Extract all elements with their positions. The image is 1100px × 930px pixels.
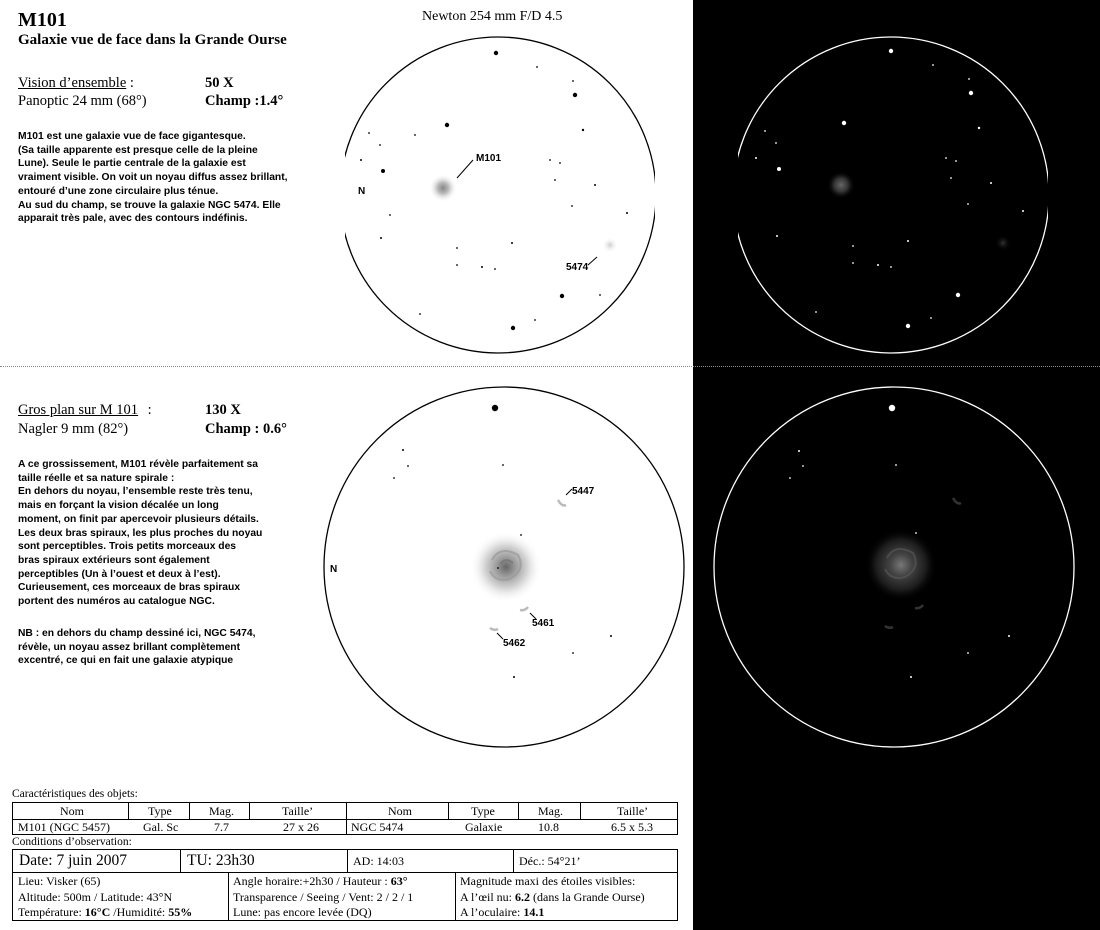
obs-ad: AD: 14:03: [353, 854, 404, 868]
col-mag: Mag.: [209, 804, 234, 818]
field-circle: [345, 37, 655, 353]
overview-negative-drawing: [738, 35, 1048, 355]
obs-altitude: Altitude: 500m / Latitude: 43°N: [18, 890, 173, 904]
obs-mag-title: Magnitude maxi des étoiles visibles:: [460, 874, 636, 888]
obs-date: Date: 7 juin 2007: [19, 852, 128, 869]
obs-angle: Angle horaire:+2h30 / Hauteur : 63°: [233, 874, 408, 888]
col-mag-2: Mag.: [538, 804, 563, 818]
col-taille-2: Taille’: [617, 804, 649, 818]
col-nom: Nom: [60, 804, 84, 818]
ngc5474-galaxy: [602, 237, 618, 253]
cell-m101-type: Gal. Sc: [143, 820, 179, 834]
north-marker-overview: N: [358, 186, 366, 197]
cell-5474-mag: 10.8: [538, 820, 559, 834]
closeup-magnification: 130 X: [205, 402, 241, 418]
label-m101: M101: [476, 153, 502, 164]
cell-m101-size: 27 x 26: [283, 820, 319, 834]
closeup-note: NB : en dehors du champ dessiné ici, NGC 5474, révèle, un noyau assez brillant complètement excentré, ce qui en fait une galaxie atypique: [18, 628, 256, 667]
col-type-2: Type: [471, 804, 495, 818]
cell-5474-size: 6.5 x 5.3: [611, 820, 653, 834]
overview-magnification: 50 X: [205, 75, 234, 91]
label-5447: 5447: [572, 486, 595, 497]
closeup-field: Champ : 0.6°: [205, 421, 287, 437]
label-5461: 5461: [532, 618, 555, 629]
section-divider: [0, 366, 1100, 367]
overview-drawing: [345, 35, 655, 355]
north-marker-closeup: N: [330, 564, 338, 575]
page-title: M101: [18, 9, 67, 31]
conditions-row-2: [12, 872, 678, 921]
cell-5474-name: NGC 5474: [351, 820, 404, 834]
obs-temperature: Température: 16°C /Humidité: 55%: [18, 905, 193, 919]
obs-transparence: Transparence / Seeing / Vent: 2 / 2 / 1: [233, 890, 414, 904]
label-5462: 5462: [503, 638, 526, 649]
objects-caption: Caractéristiques des objets:: [12, 788, 138, 800]
col-type: Type: [148, 804, 172, 818]
label-5474: 5474: [566, 262, 589, 273]
cell-5474-type: Galaxie: [465, 820, 503, 834]
obs-lune: Lune: pas encore levée (DQ): [233, 905, 372, 919]
obs-oeil-nu: A l’œil nu: 6.2 (dans la Grande Ourse): [460, 890, 645, 904]
obs-dec: Déc.: 54°21’: [519, 854, 581, 868]
col-nom-2: Nom: [388, 804, 412, 818]
overview-field: Champ :1.4°: [205, 93, 284, 109]
conditions-row-1: [12, 849, 678, 873]
overview-eyepiece: Panoptic 24 mm (68°): [18, 93, 147, 109]
objects-table: [12, 802, 678, 835]
m101-spiral: [470, 531, 542, 603]
cell-m101-name: M101 (NGC 5457): [18, 820, 110, 834]
obs-tu: TU: 23h30: [187, 852, 255, 869]
conditions-caption: Conditions d’observation:: [12, 836, 132, 848]
instrument-label: Newton 254 mm F/D 4.5: [422, 9, 563, 24]
cell-m101-mag: 7.7: [214, 820, 229, 834]
page-subtitle: Galaxie vue de face dans la Grande Ourse: [18, 32, 287, 48]
closeup-drawing: [320, 385, 690, 755]
obs-lieu: Lieu: Visker (65): [18, 874, 101, 888]
closeup-description: A ce grossissement, M101 révèle parfaitement sa taille réelle et sa nature spirale : En dehors du noyau, l’ensemble reste très tenu, mais en forçant la vision décalée un long moment, on finit par apercevoir plusieurs détails. Les deux bras spiraux, les plus proches du noyau sont perceptibles. Trois petits morceaux des bras spiraux extérieurs sont également perceptibles (Un à l’ouest et deux à l’est). Curieusement, ces morceaux de bras spiraux portent des numéros au catalogue NGC.: [18, 459, 263, 608]
m101-galaxy: [429, 174, 457, 202]
closeup-heading: Gros plan sur M 101 :: [18, 402, 152, 418]
col-taille: Taille’: [282, 804, 314, 818]
overview-heading: Vision d’ensemble :: [18, 75, 134, 91]
closeup-negative-drawing: [713, 385, 1083, 755]
closeup-eyepiece: Nagler 9 mm (82°): [18, 421, 129, 437]
obs-oculaire: A l’oculaire: 14.1: [460, 905, 545, 919]
overview-description: M101 est une galaxie vue de face gigantesque. (Sa taille apparente est presque celle de la pleine Lune). Seule le partie centrale de la galaxie est vraiment visible. On voit un noyau diffus assez brillant, entouré d’une zone circulaire plus ténue. Au sud du champ, se trouve la galaxie NGC 5474. Elle apparait très pale, avec des contours indéfinis.: [18, 131, 288, 225]
